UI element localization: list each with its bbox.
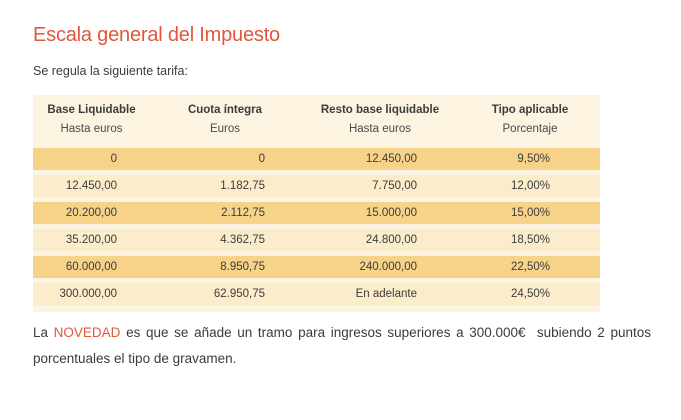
table-cell: 18,50% — [510, 234, 550, 246]
table-cell: 0 — [110, 153, 117, 165]
table-cell: 7.750,00 — [372, 180, 417, 192]
table-cell: 12.450,00 — [65, 180, 117, 192]
table-cell: 12.450,00 — [365, 153, 417, 165]
table-cell: 24,50% — [510, 288, 550, 300]
note-prefix: La — [33, 325, 54, 340]
page-title: Escala general del Impuesto — [33, 24, 280, 46]
table-row — [33, 202, 600, 224]
table-cell: 12,00% — [510, 180, 550, 192]
column-title: Cuota íntegra — [187, 104, 263, 116]
table-cell: 0 — [258, 153, 265, 165]
column-subtitle: Hasta euros — [60, 123, 123, 135]
column-title: Tipo aplicable — [491, 104, 569, 116]
column-title: Resto base liquidable — [320, 104, 440, 116]
table-cell: 300.000,00 — [59, 288, 117, 300]
table-cell: 2.112,75 — [221, 207, 265, 219]
table-row — [33, 175, 600, 197]
table-cell: 35.200,00 — [65, 234, 117, 246]
table-cell: 62.950,75 — [213, 288, 265, 300]
note-paragraph — [33, 320, 651, 372]
column-header-cuota-integra — [150, 103, 300, 148]
column-subtitle: Porcentaje — [502, 123, 558, 135]
column-header-tipo-aplicable — [460, 103, 600, 148]
table-cell: 8.950,75 — [220, 261, 265, 273]
table-cell: 22,50% — [510, 261, 550, 273]
table-cell: 9,50% — [517, 153, 550, 165]
table-row — [33, 229, 600, 251]
table-cell: 240.000,00 — [359, 261, 417, 273]
column-header-resto-base — [300, 103, 460, 148]
tariff-table — [33, 95, 600, 312]
table-row — [33, 256, 600, 278]
novedad-highlight: NOVEDAD — [53, 325, 121, 340]
table-cell: 20.200,00 — [65, 207, 117, 219]
table-cell: En adelante — [355, 288, 417, 300]
column-subtitle: Hasta euros — [348, 123, 411, 135]
column-title: Base Liquidable — [47, 104, 136, 116]
table-header — [33, 103, 600, 148]
table-cell: 15.000,00 — [365, 207, 417, 219]
table-cell: 60.000,00 — [65, 261, 117, 273]
table-cell: 4.362,75 — [220, 234, 265, 246]
table-row — [33, 283, 600, 305]
table-cell: 1.182,75 — [220, 180, 265, 192]
table-cell: 24.800,00 — [365, 234, 417, 246]
column-header-base-liquidable — [33, 103, 150, 148]
table-cell: 15,00% — [510, 207, 550, 219]
column-subtitle: Euros — [209, 123, 241, 135]
table-row — [33, 148, 600, 170]
intro-text: Se regula la siguiente tarifa: — [33, 64, 188, 78]
note-suffix: es que se añade un tramo para ingresos superiores a 300.000€ subiendo 2 puntos porcentuales el tipo de gravamen. — [33, 325, 651, 366]
